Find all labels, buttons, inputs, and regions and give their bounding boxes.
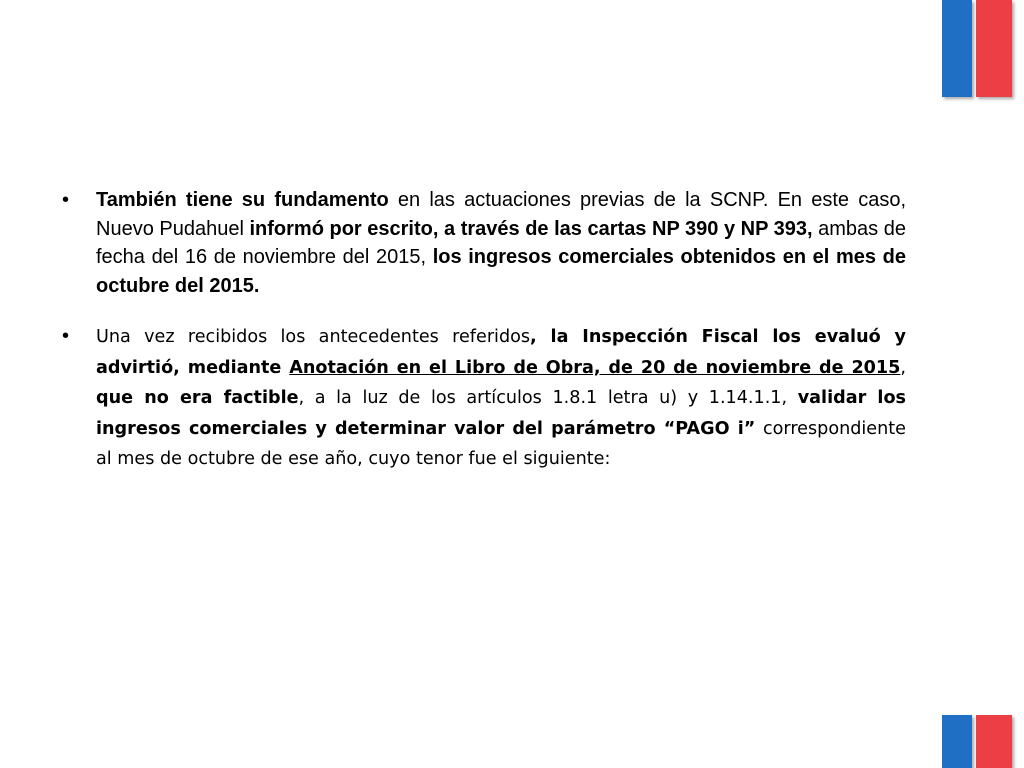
text-segment: en las actuaciones previas de la SCNP. En este caso, Nuevo Pudahuel xyxy=(96,189,907,240)
text-segment: validar los ingresos comerciales y determinar valor del parámetro “PAGO i” xyxy=(96,388,907,439)
text-segment: , la Inspección Fiscal los evaluó y advirtió, mediante xyxy=(96,327,906,378)
bullet-item xyxy=(62,186,906,300)
text-segment: informó por escrito, a través de las cartas NP 390 y NP 393, xyxy=(249,217,813,240)
bullet-marker: • xyxy=(62,325,70,347)
flag-blue-stripe xyxy=(942,715,972,768)
text-segment: También tiene su fundamento xyxy=(96,189,389,211)
text-segment: Una vez recibidos los antecedentes referidos xyxy=(96,327,531,347)
flag-decoration-bottom xyxy=(942,715,1014,768)
text-segment: , a la luz de los artículos 1.8.1 letra u) y 1.14.1.1, xyxy=(298,388,798,408)
text-segment: , xyxy=(900,357,907,378)
text-segment: correspondiente al mes de octubre de ese año, cuyo tenor fue el siguiente: xyxy=(96,418,906,469)
flag-red-stripe xyxy=(976,715,1012,768)
text-segment: que no era factible xyxy=(96,388,299,408)
bullet-paragraph xyxy=(96,186,906,300)
slide-body xyxy=(62,186,906,475)
text-segment: ambas de fecha del 16 de noviembre del 2015, xyxy=(96,217,907,268)
bullet-item xyxy=(62,322,906,475)
bullet-marker: • xyxy=(62,189,70,211)
flag-decoration-top xyxy=(942,0,1014,97)
flag-red-stripe xyxy=(976,0,1012,97)
text-segment: los ingresos comerciales obtenidos en el mes de octubre del 2015. xyxy=(96,246,906,297)
flag-blue-stripe xyxy=(942,0,972,97)
text-segment: Anotación en el Libro de Obra, de 20 de noviembre de 2015 xyxy=(289,357,901,378)
bullet-paragraph xyxy=(96,322,906,475)
